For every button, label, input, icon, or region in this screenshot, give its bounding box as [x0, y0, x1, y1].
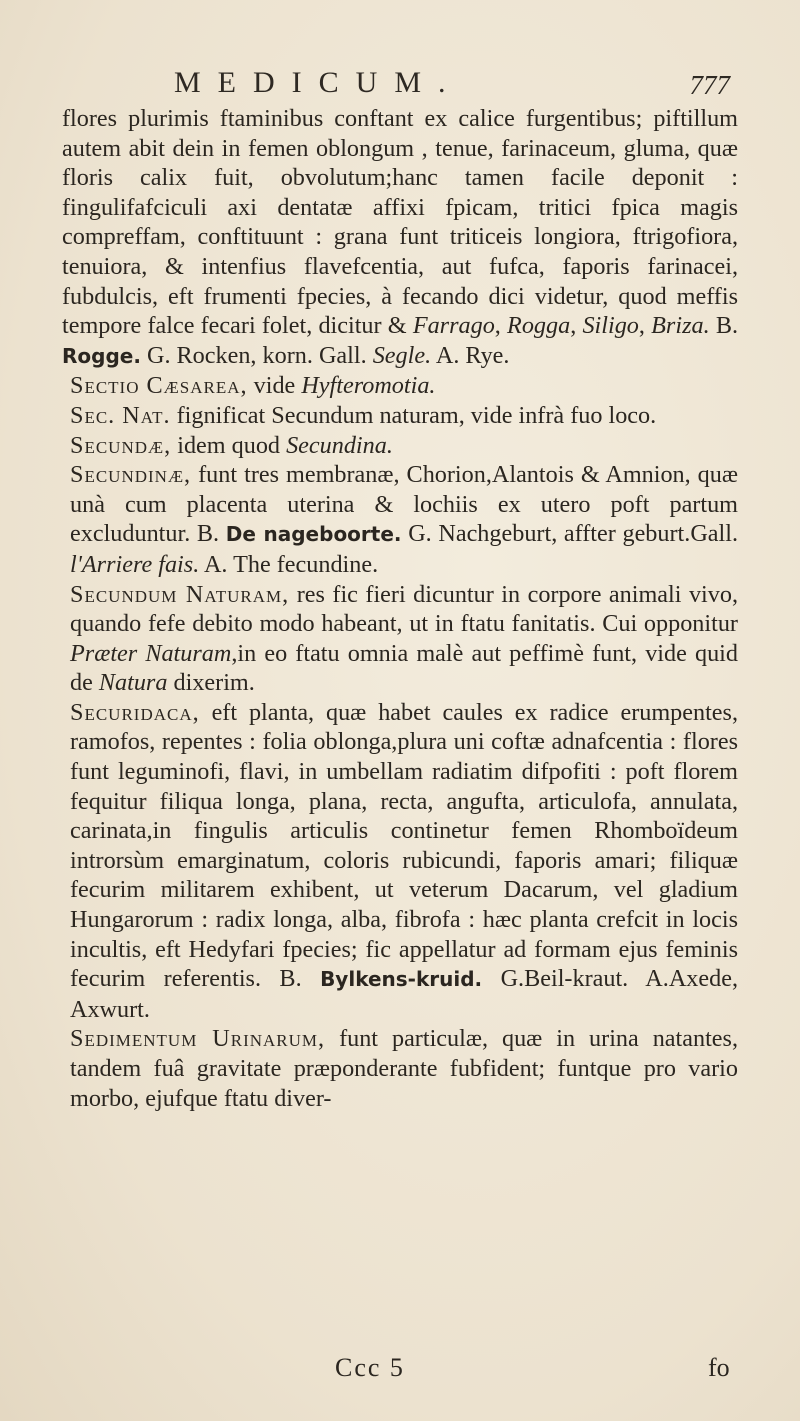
entry-headword: Secundum Naturam,: [70, 580, 290, 608]
entry-headword: Securidaca,: [70, 698, 200, 726]
entry-headword: Sectio Cæsarea,: [70, 372, 248, 400]
entry-continuation: flores plurimis ftaminibus conftant ex calice furgentibus; piftillum autem abit dein in femen oblongum , tenue, farinaceum, gluma, quæ floris calix fuit, obvolutum;hanc tamen facile deponit : fingulifafciculi axi dentatæ affixi fpicam, tritici fpica magis compreffam, conftituunt : grana funt triticeis longiora, ftrigofiora, tenuiora, & intenfius flavefcentia, aut fufca, faporis farinacei, fubdulcis, eft frumenti fpecies, à fecando dici videtur, quod meffis tempore falce fecari folet, dicitur & Farrago, Rogga, Siligo, Briza. B. Rogge. G. Rocken, korn. Gall. Segle. A. Rye.: [62, 105, 739, 369]
page-header: [150, 66, 730, 106]
catchword: fo: [708, 1353, 730, 1382]
entry-secundinae: Secundinæ, funt tres membranæ, Chorion,Alantois & Amnion, quæ unà cum placenta uterina & lochiis ex utero poft partum excluduntur. B. De nageboorte. G. Nachgeburt, affter geburt.Gall. l'Arriere fais. A. The fecundine.: [70, 461, 739, 578]
entry-headword: Sec. Nat.: [70, 401, 171, 429]
entry-headword: Secundæ,: [70, 431, 172, 459]
page-number: 777: [689, 70, 730, 100]
entry-securidaca: Securidaca, eft planta, quæ habet caules ex radice erumpentes, ramofos, repentes : folia oblonga,plura uni coftæ adnafcentia : flores funt leguminofi, flavi, in umbellam radiatim difpofiti : poft florem fequitur filiqua longa, plana, recta, angufta, articulofa, annulata, carinata,in fingulis articulis continetur femen Rhomboïdeum introrsùm emarginatum, coloris rubicundi, faporis amari; filiquæ fecurim militarem exhibent, ut veterum Dacarum, vel gladium Hungarorum : radix longa, alba, fibrofa : hæc planta crefcit in locis incultis, eft Hedyfari fpecies; fic appellatur ad formam ejus feminis fecurim referentis. B. Bylkens-kruid. G.Beil-kraut. A.Axede, Axwurt.: [70, 698, 738, 1023]
entry-headword: Sedimentum Urinarum,: [70, 1025, 326, 1053]
signature-mark: Ccc 5: [335, 1353, 405, 1382]
body-text: [62, 104, 738, 1113]
page-footer: [0, 1353, 800, 1387]
entry-sec-nat: Sec. Nat. fignificat Secundum naturam, vide infrà fuo loco.: [70, 401, 657, 429]
entry-secundum-naturam: Secundum Naturam, res fic fieri dicuntur in corpore animali vivo, quando fefe debito modo habeant, ut in ftatu fanitatis. Cui opponitur Præter Naturam,in eo ftatu omnia malè aut peffimè funt, vide quid de Natura dixerim.: [70, 580, 739, 697]
entry-sedimentum-urinarum: Sedimentum Urinarum, funt particulæ, quæ in urina natantes, tandem fuâ gravitate præponderante fubfident; funtque pro vario morbo, ejufque ftatu diver-: [70, 1025, 738, 1112]
entry-secundae: Secundæ, idem quod Secundina.: [70, 431, 393, 459]
entry-headword: Secundinæ,: [70, 461, 192, 489]
entry-sectio-caesarea: Sectio Cæsarea, vide Hyfteromotia.: [70, 372, 436, 400]
running-head: MEDICUM.: [174, 66, 463, 99]
